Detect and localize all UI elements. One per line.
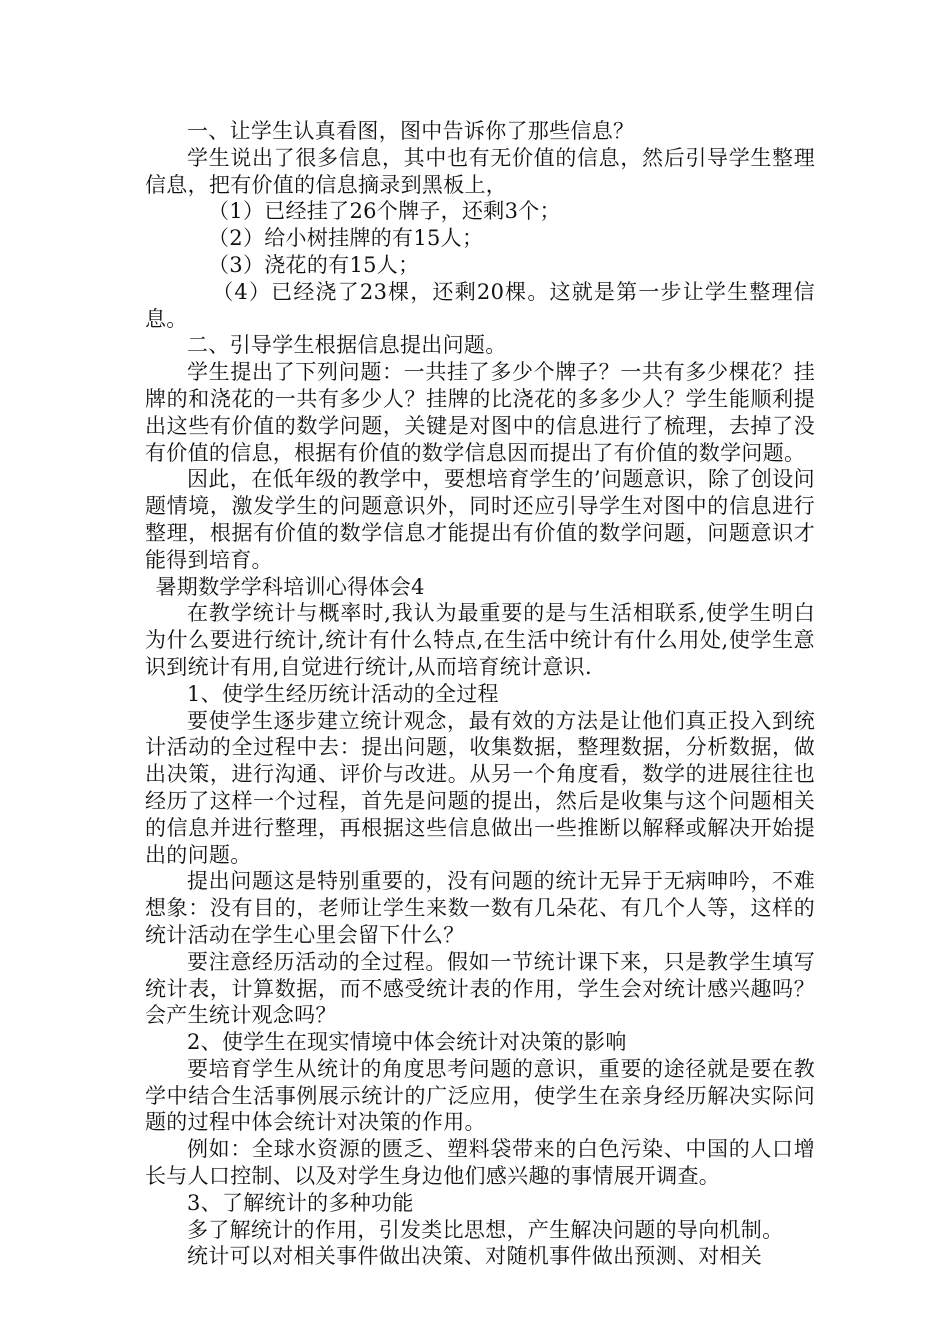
paragraph: 要注意经历活动的全过程。假如一节统计课下来，只是教学生填写统计表，计算数据，而不感受统计表的作用，学生会对统计感兴趣吗？会产生统计观念吗？ [145,949,815,1028]
paragraph: 二、引导学生根据信息提出问题。 [187,333,507,358]
subheading: 3、了解统计的多种功能 [187,1190,414,1215]
paragraph: 要培育学生从统计的角度思考问题的意识，重要的途径就是要在教学中结合生活事例展示统计的广泛应用，使学生在亲身经历解决实际问题的过程中体会统计对决策的作用。 [145,1056,815,1135]
subheading: 2、使学生在现实情境中体会统计对决策的影响 [187,1030,627,1055]
list-item: （2）给小树挂牌的有15人； [208,226,484,251]
list-item: （1）已经挂了26个牌子，还剩3个； [208,199,561,224]
paragraph: 因此，在低年级的教学中，要想培育学生的’问题意识，除了创设问题情境，激发学生的问题意识外，同时还应引导学生对图中的信息进行整理，根据有价值的数学信息才能提出有价值的数学问题，问题意识才能得到培育。 [145,467,815,572]
document-body [145,118,815,1270]
paragraph: 在教学统计与概率时,我认为最重要的是与生活相联系,使学生明白为什么要进行统计,统计有什么特点,在生活中统计有什么用处,使学生意识到统计有用,自觉进行统计,从而培育统计意识. [145,601,815,679]
paragraph: 提出问题这是特别重要的，没有问题的统计无异于无病呻吟，不难想象：没有目的，老师让学生来数一数有几朵花、有几个人等，这样的统计活动在学生心里会留下什么？ [145,869,815,947]
paragraph: 例如：全球水资源的匮乏、塑料袋带来的白色污染、中国的人口增长与人口控制、以及对学生身边他们感兴趣的事情展开调查。 [145,1137,815,1189]
paragraph: 学生说出了很多信息，其中也有无价值的信息，然后引导学生整理信息，把有价值的信息摘录到黑板上， [145,145,815,197]
section-heading: 暑期数学学科培训心得体会4 [155,574,425,599]
paragraph: 要使学生逐步建立统计观念，最有效的方法是让他们真正投入到统计活动的全过程中去：提出问题，收集数据，整理数据，分析数据，做出决策，进行沟通、评价与改进。从另一个角度看，数学的进展往往也经历了这样一个过程，首先是问题的提出，然后是收集与这个问题相关的信息并进行整理，再根据这些信息做出一些推断以解释或解决开始提出的问题。 [145,708,815,867]
paragraph: 学生提出了下列问题：一共挂了多少个牌子？一共有多少棵花？挂牌的和浇花的一共有多少人？挂牌的比浇花的多多少人？学生能顺利提出这些有价值的数学问题，关键是对图中的信息进行了梳理，去掉了没有价值的信息，根据有价值的数学信息因而提出了有价值的数学问题。 [145,360,815,465]
list-item: （3）浇花的有15人； [208,252,420,277]
paragraph: 多了解统计的作用，引发类比思想，产生解决问题的导向机制。 [187,1217,784,1242]
paragraph: 统计可以对相关事件做出决策、对随机事件做出预测、对相关 [187,1244,763,1269]
subheading: 1、使学生经历统计活动的全过程 [187,681,499,706]
paragraph: 一、让学生认真看图，图中告诉你了那些信息？ [187,119,635,143]
list-item: （4）已经浇了23棵，还剩20棵。这就是第一步让学生整理信息。 [145,279,815,331]
